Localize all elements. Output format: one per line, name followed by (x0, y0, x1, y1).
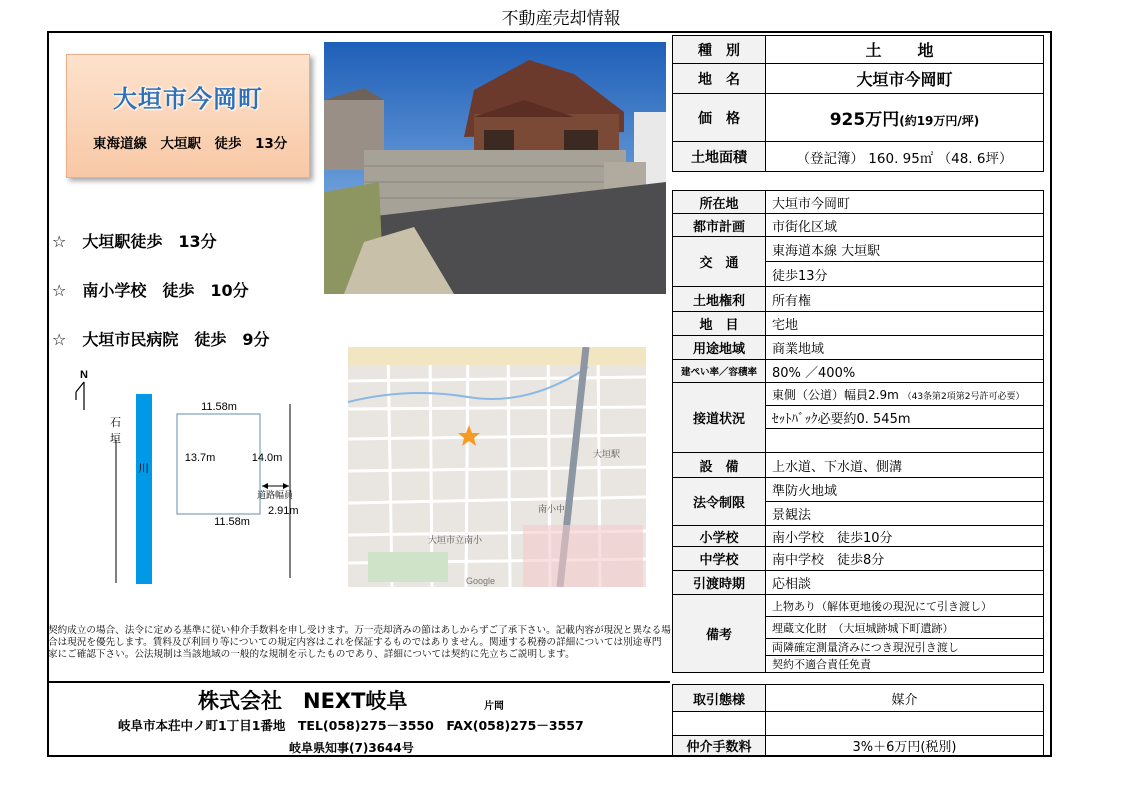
transport-walk: 徒歩13分 (766, 262, 1044, 287)
disclaimer-text: 契約成立の場合、法令に定める基準に従い仲介手数料を申し受けます。万一売却済みの節はあしからずご了承下さい。記載内容が現況と異なる場合は現況を優先します。賃料及び利回り等についての規定内容はこれを保証するものではありません。関連する税務の詳細については別途専門家にご確認下さい。公法規制は当該地域の一般的な規制を示したものであり、詳細については契約に先立ちご説明します。 (48, 625, 671, 661)
river-label: 川 (138, 462, 149, 475)
place-value: 大垣市今岡町 (766, 64, 1044, 94)
empty-cell (766, 712, 1044, 736)
ratio-value: 80% ／400% (766, 360, 1044, 383)
table-row (673, 453, 1044, 478)
lot-top-dimension: 11.58m (201, 401, 237, 413)
road-width-label: 道路幅員 (257, 491, 294, 501)
price-value: 925万円 (829, 110, 900, 130)
company-license: 岐阜県知事(7)3644号 (289, 741, 414, 755)
details-table (672, 190, 1044, 673)
lot-outline (177, 414, 260, 514)
property-photo (324, 42, 666, 294)
remark-item: 埋蔵文化財 （大垣城跡城下町遺跡） (766, 617, 1044, 639)
junior-label: 中学校 (673, 547, 766, 571)
north-label: N (80, 369, 88, 381)
legal-value-1: 準防火地域 (766, 478, 1044, 502)
mode-label: 取引態様 (673, 685, 766, 712)
remark-item: 契約不適合責任免責 (766, 656, 1044, 673)
price-label: 価 格 (673, 94, 766, 142)
elementary-label: 小学校 (673, 526, 766, 547)
map-label: 南小中 (538, 505, 566, 515)
plot-plan (72, 368, 312, 593)
lot-right-dimension: 14.0m (251, 452, 283, 464)
road-value: 東側（公道）幅員2.9m (772, 387, 899, 402)
junior-value: 南中学校 徒歩8分 (766, 547, 1044, 571)
setback-value: ｾｯﾄﾊﾞｯｸ必要約0. 545m (766, 406, 1044, 429)
table-row (673, 736, 1044, 756)
table-row (673, 526, 1044, 547)
facilities-value: 上水道、下水道、側溝 (766, 453, 1044, 478)
category-value: 宅地 (766, 312, 1044, 336)
road-label: 接道状況 (673, 383, 766, 453)
fee-value: 3%＋6万円(税別) (766, 736, 1044, 756)
lot-bottom-dimension: 11.58m (214, 516, 250, 528)
location-map (348, 347, 646, 587)
fee-label: 仲介手数料 (673, 736, 766, 756)
handover-value: 応相談 (766, 571, 1044, 595)
price-cell (766, 94, 1044, 142)
zoning-value: 商業地域 (766, 336, 1044, 360)
map-label: 大垣駅 (593, 450, 621, 460)
rights-value: 所有権 (766, 287, 1044, 312)
legal-label: 法令制限 (673, 478, 766, 526)
road-width-arrow-icon (262, 483, 289, 489)
elementary-value: 南小学校 徒歩10分 (766, 526, 1044, 547)
location-label: 所在地 (673, 191, 766, 214)
mode-value: 媒介 (766, 685, 1044, 712)
zoning-label: 用途地域 (673, 336, 766, 360)
footer-divider (47, 681, 670, 683)
table-row (673, 36, 1044, 64)
road-cell (766, 383, 1044, 406)
legal-value-2: 景観法 (766, 502, 1044, 526)
ratio-label: 建ぺい率／容積率 (673, 360, 766, 383)
category-label: 地 目 (673, 312, 766, 336)
planning-label: 都市計画 (673, 214, 766, 237)
table-row (673, 237, 1044, 262)
summary-table (672, 35, 1044, 172)
feature-item: ☆ 大垣駅徒歩 13分 (52, 232, 217, 251)
headline-box (66, 54, 310, 178)
planning-value: 市街化区域 (766, 214, 1044, 237)
transport-line: 東海道本線 大垣駅 (766, 237, 1044, 262)
road-note: （43条第2項第2号許可必要） (902, 391, 1025, 402)
road-width-value: 2.91m (268, 505, 299, 517)
type-label: 種 別 (673, 36, 766, 64)
table-row (673, 712, 1044, 736)
headline-city: 大垣市今岡町 (113, 85, 263, 113)
table-row (673, 685, 1044, 712)
table-row (673, 312, 1044, 336)
table-row (673, 547, 1044, 571)
table-row (673, 64, 1044, 94)
remark-item: 上物あり（解体更地後の現況にて引き渡し） (766, 595, 1044, 617)
remark-item: 両隣確定測量済みにつき現況引き渡し (766, 639, 1044, 656)
table-row (673, 191, 1044, 214)
transport-label: 交 通 (673, 237, 766, 287)
map-label: 大垣市立南小 (428, 536, 483, 546)
area-value: （登記簿） 160. 95㎡ （48. 6坪） (766, 142, 1044, 172)
table-row (673, 571, 1044, 595)
location-value: 大垣市今岡町 (766, 191, 1044, 214)
table-row (673, 142, 1044, 172)
area-label: 土地面積 (673, 142, 766, 172)
type-value: 土 地 (766, 36, 1044, 64)
table-row (673, 478, 1044, 502)
facilities-label: 設 備 (673, 453, 766, 478)
river (136, 394, 152, 584)
table-row (673, 287, 1044, 312)
place-label: 地 名 (673, 64, 766, 94)
lot-left-dimension: 13.7m (184, 452, 216, 464)
remarks-label: 備考 (673, 595, 766, 673)
table-row (673, 360, 1044, 383)
north-arrow-icon (76, 382, 84, 410)
table-row (673, 336, 1044, 360)
table-row (673, 595, 1044, 617)
stone-wall-label: 石 (110, 416, 121, 429)
feature-item: ☆ 南小学校 徒歩 10分 (52, 281, 249, 300)
table-row (673, 94, 1044, 142)
page-title: 不動産売却情報 (501, 9, 621, 29)
map-attribution: Google (466, 576, 496, 586)
table-row (673, 383, 1044, 406)
svg-text:垣: 垣 (110, 432, 121, 445)
company-name: 株式会社 NEXT岐阜 (198, 689, 408, 713)
company-staff: 片岡 (484, 701, 504, 712)
terms-table (672, 684, 1044, 756)
empty-cell (673, 712, 766, 736)
price-note: (約19万円/坪) (899, 114, 980, 128)
company-address: 岐阜市本荘中ノ町1丁目1番地 TEL(058)275－3550 FAX(058)275－3557 (118, 718, 584, 733)
empty-cell (766, 429, 1044, 453)
handover-label: 引渡時期 (673, 571, 766, 595)
headline-access: 東海道線 大垣駅 徒歩 13分 (93, 136, 288, 152)
rights-label: 土地権利 (673, 287, 766, 312)
feature-item: ☆ 大垣市民病院 徒歩 9分 (52, 330, 270, 349)
table-row (673, 214, 1044, 237)
